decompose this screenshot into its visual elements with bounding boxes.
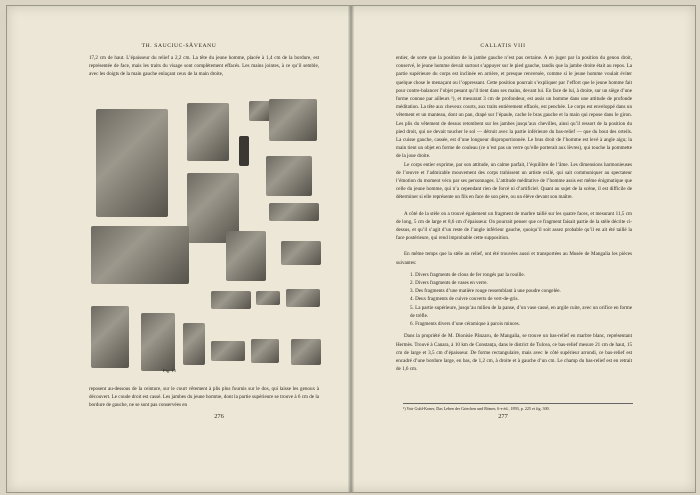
list-item: 5. La partie supérieure, jusqu’au milieu de la panse, d’un vase cassé, en argile cuite, avec un orifice en forme de trèfle.	[410, 304, 632, 319]
right-page-number: 277	[498, 413, 508, 420]
fragment-image	[286, 289, 320, 307]
left-running-header: TH. SAUCIUC-SĂVEANU	[141, 43, 217, 49]
left-text-top	[89, 54, 319, 79]
fragment-image	[281, 241, 321, 265]
footnote: ¹) Voir Guhl-Koner, Das Leben der Griechen und Römer, 6-e éd., 1893, p. 225 et fig. 300.	[403, 403, 633, 412]
left-text-bottom	[89, 385, 319, 410]
fragment-image	[256, 291, 280, 305]
fragment-image	[183, 323, 205, 365]
fragment-image	[211, 341, 245, 361]
right-paragraph: A côté de la stèle on a trouvé également un fragment de marbre taillé sur les quatre faces, et mesurant 11,5 cm de long, 5 cm de large et 8,6 cm d’épaisseur. On pourrait penser que ce fragment faisait partie de la stèle décrite ci-dessus, et qu’il s’agit d’un reste de l’angle inférieur gauche, quoiqu’il soit assez probable qu’il en ait été taillé la face postérieure, qui rend improbable cette supposition.	[396, 210, 632, 242]
right-running-header: CALLATIS VIII	[480, 43, 526, 49]
list-item: 1. Divers fragments de clous de fer rongés par la rouille.	[410, 271, 525, 278]
book-spread	[6, 5, 696, 493]
right-paragraph: Dans la propriété de M. Dionisie Pânzaru, de Mangalia, se trouve un bas-relief en marbre blanc, représentant Hermès. Trouvé à Canara, à 10 km de Constanța, dans le district de Tulcea, ce bas-relief mesure 21 cm de haut, 15 cm de large et 3,5 cm d’épaisseur. De forme rectangulaire, mais avec le côté supérieur arrondi, ce bas-relief est encadré d’une bordure large, en bas, de 1,2 cm, à droite et à gauche d’un cm. Le champ du bas-relief est en retrait de 1,6 cm.	[396, 333, 632, 373]
fragment-image	[91, 306, 129, 368]
fragment-image	[226, 231, 266, 281]
right-paragraph: Le corps entier exprime, par son attitude, un calme parfait, l’équilibre de l’âme. Les dimensions harmonieuses de l’œuvre et l’admirable mouvement des corps trahissent un artiste exilé, qui sait communiquer au spectateur l’émotion du moment vécu par ses personnages. L’attitude méditative de l’homme assis est même énigmatique que celle du jeune homme, qui n’a cependant rien de forcé ni d’artificiel. Quant au sujet de la scène, il est difficile de déterminer si elle représente un fils en face de son père, ou un élève devant son maître.	[396, 161, 632, 201]
list-item: 2. Divers fragments de vases en verre.	[410, 280, 488, 287]
relief-block-image	[91, 226, 189, 284]
list-item: 3. Des fragments d’une matière rouge ressemblant à une poudre congelée.	[410, 288, 561, 295]
fragment-image	[266, 156, 312, 196]
figurine-image	[239, 136, 249, 166]
finds-list	[410, 271, 632, 328]
figure-plate	[91, 91, 321, 374]
right-paragraph: entier, de sorte que la position de la jambe gauche n’est pas certaine. A en juger par la position du genou droit, conservé, le jeune homme devait surtout s’appuyer sur le pied gauche, tandis que la jambe droite était au repos. La partie supérieure du corps est inclinée en arrière, et presque renversée, comme si le jeune homme voulait éviter quelque chose le menaçant ou l’oppressant. Cette position pourrait s’expliquer par l’effort que le jeune homme fait pour contre-balancer l’objet pesant qu’il tient dans ses mains, devant lui. En face de lui, à droite, sur un siège d’une forme connue par ailleurs ¹), et mesurant 3 cm de profondeur, est assis un homme dans une attitude de profonde méditation. La tête aux cheveux courts, aux traits entièrement effacés, est penchée. Le corps est enveloppé dans un vêtement et un manteau, dont un pan, drapé sur l’épaule, cache le bras gauche et la main qui repose dans le giron. Les plis du vêtement de dessus retombent sur les jambes jusqu’aux chevilles, ainsi qu’il ressort de la position du pied droit, qui ne devait toucher le sol — détruit avec la partie inférieure du bas-relief — que du bout des orteils. La cuisse gauche, cassée, est d’une longueur disproportionnée. Le bras droit de l’homme est levé à angle aigu; la main tient un objet en forme de couleau (ce n’est pas un verre qu’elle porterait aux lèvres), qui touche la pommette de la joue droite.	[396, 55, 632, 160]
fragment-image	[141, 313, 175, 371]
figure-caption: Fig. 15	[163, 368, 177, 373]
left-paragraph-top: 17,2 cm de haut. L’épaisseur du relief a 2,2 cm. La tête du jeune homme, placée à 1,4 cm de la bordure, est représentée de face, mais les traits du visage sont complètement effacés. Les mains jointes, à ce qu’il semble, avec les doigts de la main gauche enlaçant ceux de la main droite,	[89, 55, 319, 78]
left-page	[7, 6, 351, 492]
fragment-image	[211, 291, 251, 309]
right-text	[396, 54, 632, 373]
fragment-image	[291, 339, 321, 365]
fragment-image	[269, 203, 319, 221]
fragment-image	[251, 339, 279, 363]
fragment-image	[269, 99, 317, 141]
left-page-number: 276	[214, 413, 224, 420]
stele-image	[96, 109, 168, 217]
relief-fragment-image	[187, 103, 229, 161]
fragment-image	[249, 101, 271, 121]
list-item: 6. Fragments divers d’une céramique à parois minces.	[410, 321, 520, 328]
right-page	[351, 6, 695, 492]
list-item: 4. Deux fragments de cuivre couverts de vert-de-gris.	[410, 296, 519, 303]
left-paragraph-bottom: reposent au-dessous de la ceinture, sur le court vêtement à plis plus fournis sur le dos, qui laisse les genoux à découvert. Le coude droit est cassé. Les jambes du jeune homme, dont la partie supérieure se trouve à 6 cm de la bordure de gauche, ne se sont pas conservées en	[89, 386, 319, 409]
right-paragraph: En même temps que la stèle au relief, ont été trouvées aussi et transportées au Musée de Mangalia les pièces suivantes:	[396, 251, 632, 266]
